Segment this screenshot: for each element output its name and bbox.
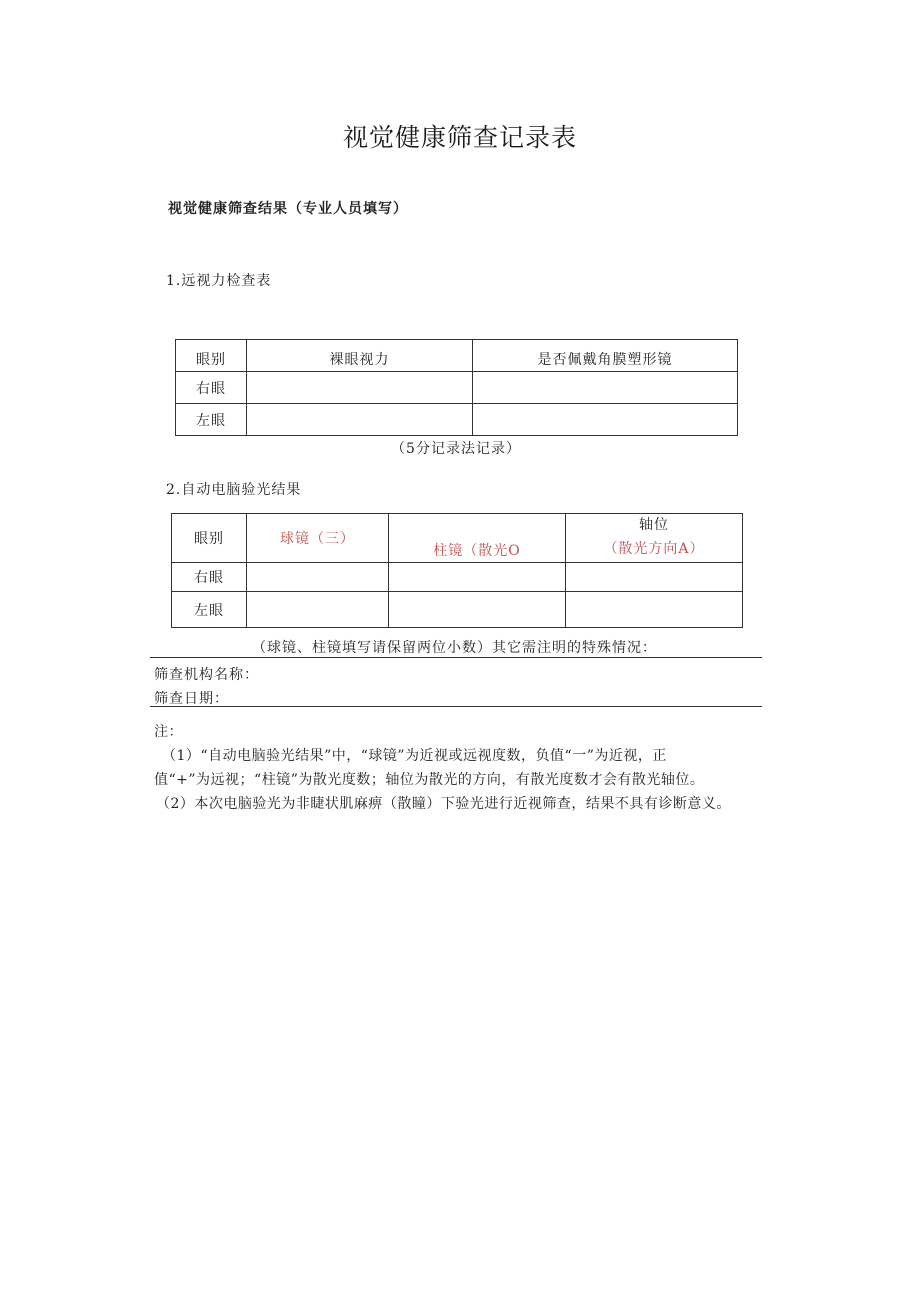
section1-caption: （5分记录法记录） [391,441,521,457]
cell-right-sphere[interactable] [247,563,389,592]
row-right-eye: 右眼 [176,372,247,404]
section2-heading: 2.自动电脑验光结果 [166,482,302,498]
note-line-3: （2）本次电脑验光为非睫状肌麻痹（散瞳）下验光进行近视筛查，结果不具有诊断意义。 [156,796,731,812]
cell-right-naked-vision[interactable] [247,372,473,404]
note-line-1: （1）“自动电脑验光结果”中，“球镜”为近视或远视度数，负值“一”为近视，正 [162,748,667,764]
cell-left-cylinder[interactable] [389,592,566,628]
header-eye-2: 眼别 [172,514,247,563]
cell-right-axis[interactable] [566,563,743,592]
header-sphere: 球镜（三） [247,514,389,563]
notes-heading: 注： [154,724,183,740]
date-label: 筛查日期： [154,691,229,707]
header-cylinder: 柱镜（散光O [389,514,566,563]
header-naked-vision: 裸眼视力 [247,340,473,372]
header-ortho-k: 是否佩戴角膜塑形镜 [473,340,738,372]
form-subtitle: 视觉健康筛查结果（专业人员填写） [168,201,408,217]
cell-right-cylinder[interactable] [389,563,566,592]
cell-left-axis[interactable] [566,592,743,628]
note-line-2: 值“+”为远视；“柱镜”为散光度数；轴位为散光的方向，有散光度数才会有散光轴位。 [154,772,705,788]
org-name-label: 筛查机构名称： [154,667,259,683]
cell-right-ortho-k[interactable] [473,372,738,404]
row-right-eye-2: 右眼 [172,563,247,592]
refraction-table [171,513,743,628]
cell-left-naked-vision[interactable] [247,404,473,436]
cell-left-sphere[interactable] [247,592,389,628]
row-left-eye-2: 左眼 [172,592,247,628]
section1-heading: 1.远视力检查表 [166,273,272,289]
divider-top [150,657,762,658]
section2-caption: （球镜、柱镜填写请保留两位小数）其它需注明的特殊情况： [252,640,657,656]
header-eye: 眼别 [176,340,247,372]
header-axis-label: 轴位 [639,517,669,533]
cell-left-ortho-k[interactable] [473,404,738,436]
row-left-eye: 左眼 [176,404,247,436]
page-title: 视觉健康筛查记录表 [342,123,577,152]
header-axis-sub: （散光方向A） [603,541,705,557]
divider-bottom [150,706,762,707]
header-axis [566,514,743,563]
distance-vision-table [175,339,738,436]
